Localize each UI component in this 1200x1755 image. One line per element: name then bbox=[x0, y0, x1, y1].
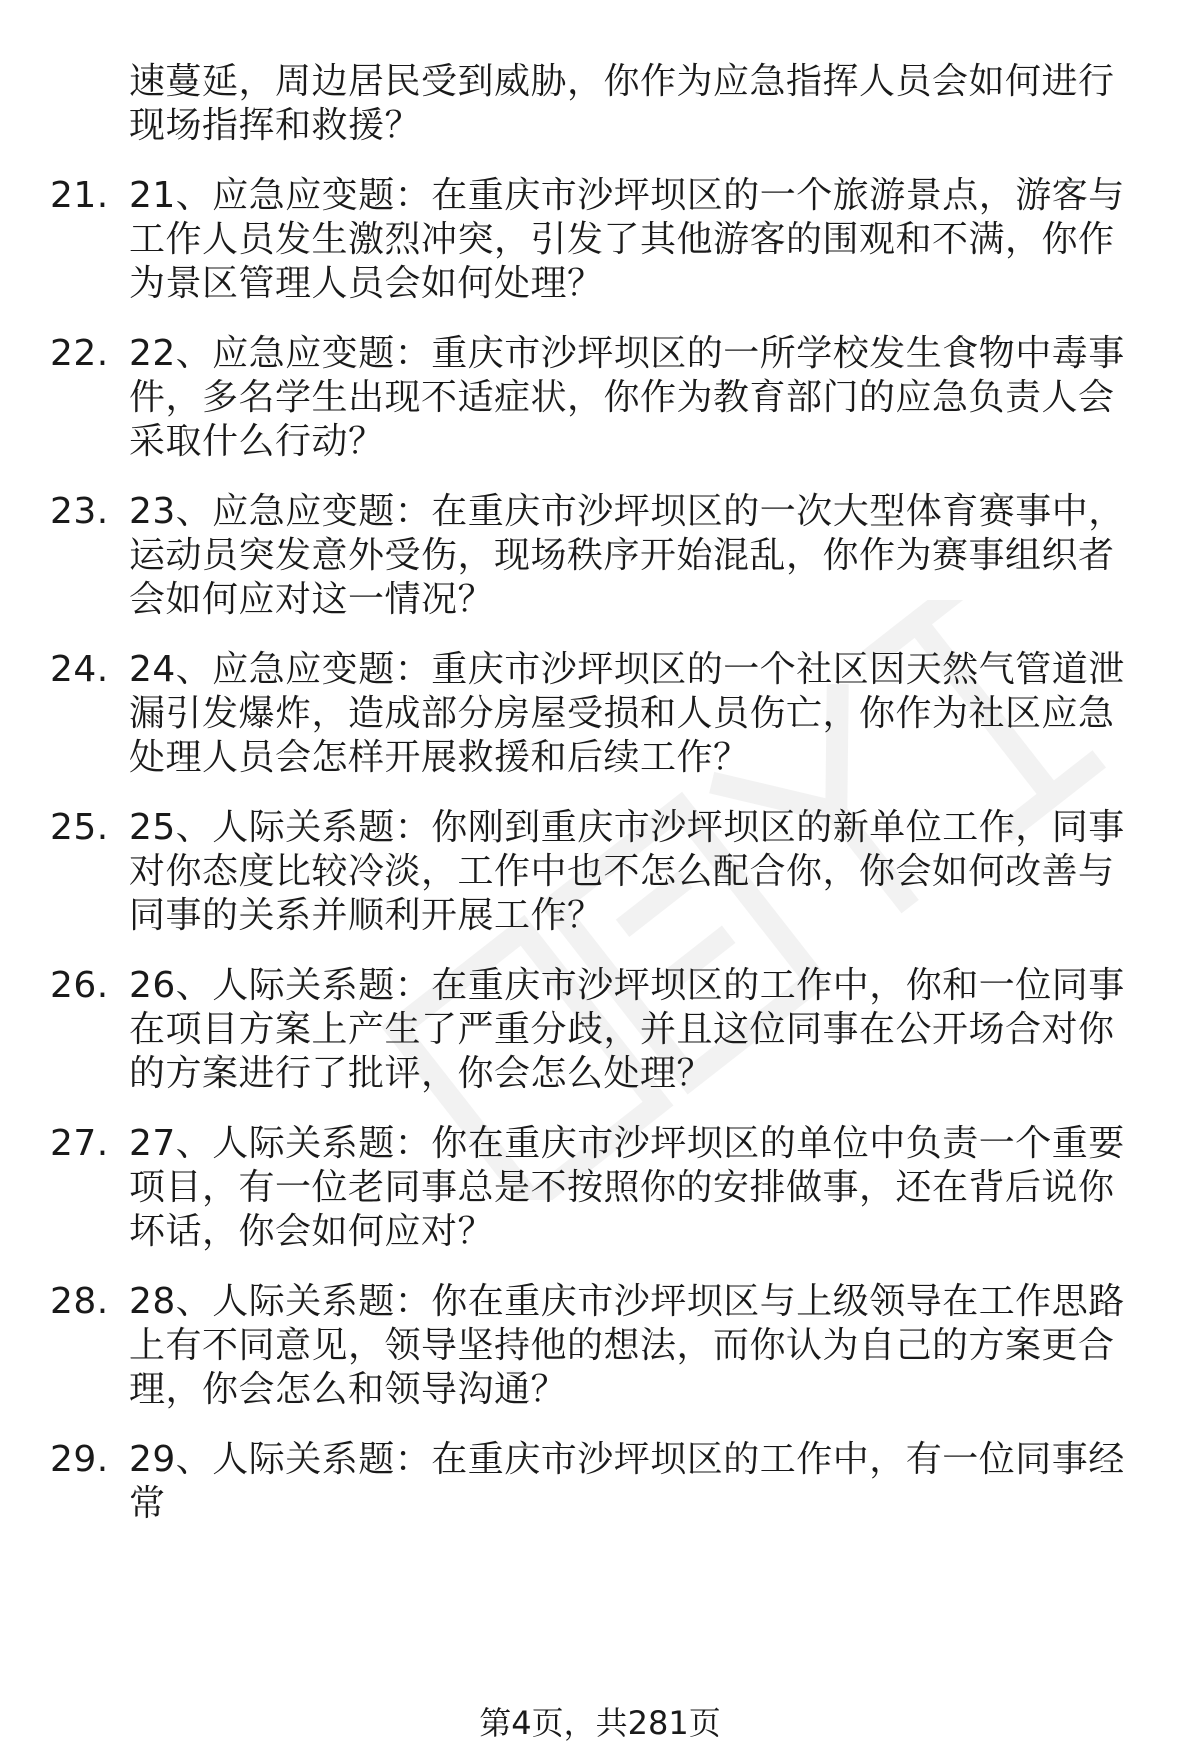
list-item-text: 24、应急应变题：重庆市沙坪坝区的一个社区因天然气管道泄漏引发爆炸，造成部分房屋受损和人员伤亡，你作为社区应急处理人员会怎样开展救援和后续工作？ bbox=[129, 649, 1125, 778]
list-item-number: 29. bbox=[50, 1439, 109, 1480]
list-item-number: 21. bbox=[50, 175, 109, 216]
list-item-number: 23. bbox=[50, 491, 109, 532]
list-item-text: 26、人际关系题：在重庆市沙坪坝区的工作中，你和一位同事在项目方案上产生了严重分歧，并且这位同事在公开场合对你的方案进行了批评，你会怎么处理？ bbox=[129, 965, 1125, 1094]
list-item bbox=[0, 806, 1200, 938]
list-item bbox=[0, 490, 1200, 622]
list-item bbox=[0, 1122, 1200, 1254]
list-item bbox=[0, 1280, 1200, 1412]
list-item bbox=[0, 1438, 1200, 1526]
page-footer: 第4页，共281页 bbox=[479, 1704, 721, 1742]
list-item-number: 27. bbox=[50, 1123, 109, 1164]
list-item bbox=[0, 332, 1200, 464]
list-item-number: 28. bbox=[50, 1281, 109, 1322]
list-item-text: 21、应急应变题：在重庆市沙坪坝区的一个旅游景点，游客与工作人员发生激烈冲突，引发了其他游客的围观和不满，你作为景区管理人员会如何处理？ bbox=[129, 175, 1125, 304]
list-item bbox=[0, 174, 1200, 306]
list-item-number: 26. bbox=[50, 965, 109, 1006]
list-item bbox=[0, 648, 1200, 780]
list-item-number: 22. bbox=[50, 333, 109, 374]
list-item-text: 29、人际关系题：在重庆市沙坪坝区的工作中，有一位同事经常 bbox=[129, 1439, 1125, 1524]
question-list bbox=[0, 60, 1200, 1526]
list-item-text: 速蔓延，周边居民受到威胁，你作为应急指挥人员会如何进行现场指挥和救援？ bbox=[129, 61, 1115, 146]
list-item-text: 27、人际关系题：你在重庆市沙坪坝区的单位中负责一个重要项目，有一位老同事总是不按照你的安排做事，还在背后说你坏话，你会如何应对？ bbox=[129, 1123, 1125, 1252]
list-item bbox=[0, 964, 1200, 1096]
list-item-continuation bbox=[0, 60, 1200, 148]
list-item-number: 24. bbox=[50, 649, 109, 690]
list-item-text: 22、应急应变题：重庆市沙坪坝区的一所学校发生食物中毒事件，多名学生出现不适症状，你作为教育部门的应急负责人会采取什么行动？ bbox=[129, 333, 1125, 462]
list-item-text: 25、人际关系题：你刚到重庆市沙坪坝区的新单位工作，同事对你态度比较冷淡，工作中也不怎么配合你，你会如何改善与同事的关系并顺利开展工作？ bbox=[129, 807, 1125, 936]
list-item-text: 28、人际关系题：你在重庆市沙坪坝区与上级领导在工作思路上有不同意见，领导坚持他的想法，而你认为自己的方案更合理，你会怎么和领导沟通？ bbox=[129, 1281, 1125, 1410]
list-item-number: 25. bbox=[50, 807, 109, 848]
list-item-text: 23、应急应变题：在重庆市沙坪坝区的一次大型体育赛事中，运动员突发意外受伤，现场秩序开始混乱，你作为赛事组织者会如何应对这一情况？ bbox=[129, 491, 1125, 620]
